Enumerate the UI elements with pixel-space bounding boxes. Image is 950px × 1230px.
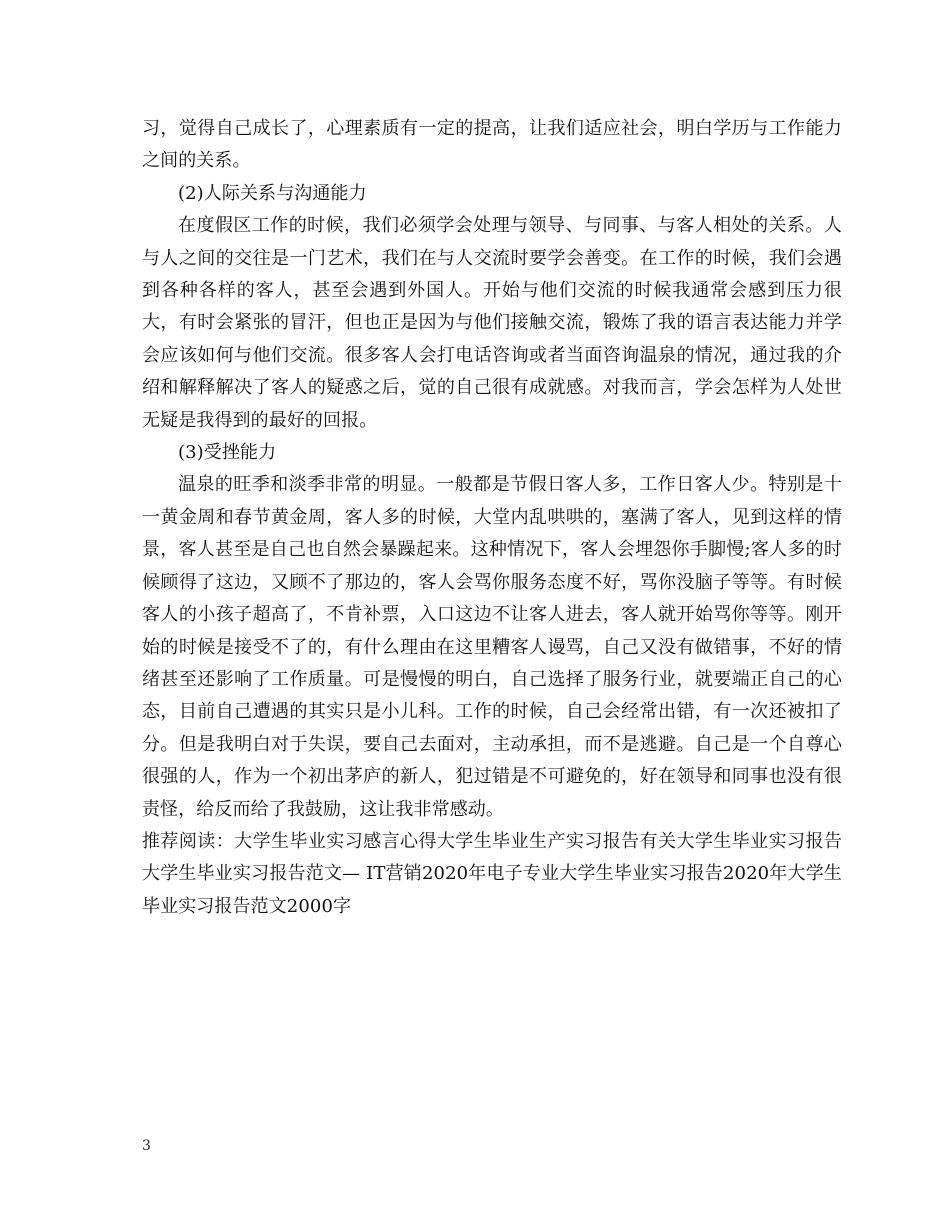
paragraph-frustration-tolerance: 温泉的旺季和淡季非常的明显。一般都是节假日客人多，工作日客人少。特别是十一黄金周和春节黄金周，客人多的时候，大堂内乱哄哄的，塞满了客人，见到这样的情景，客人甚至是自己也自然会暴躁起来。这种情况下，客人会埋怨你手脚慢;客人多的时候顾得了这边，又顾不了那边的，客人会骂你服务态度不好，骂你没脑子等等。有时候客人的小孩子超高了，不肯补票，入口这边不让客人进去，客人就开始骂你等等。刚开始的时候是接受不了的，有什么理由在这里糟客人谩骂，自己又没有做错事，不好的情绪甚至还影响了工作质量。可是慢慢的明白，自己选择了服务行业，就要端正自己的心态，目前自己遭遇的其实只是小儿科。工作的时候，自己会经常出错，有一次还被扣了分。但是我明白对于失误，要自己去面对，主动承担，而不是逃避。自己是一个自尊心很强的人，作为一个初出茅庐的新人，犯过错是不可避免的，好在领导和同事也没有很责怪，给反而给了我鼓励，这让我非常感动。 [142, 474, 842, 820]
document-body [142, 113, 842, 923]
paragraph-interpersonal-communication: 在度假区工作的时候，我们必须学会处理与领导、与同事、与客人相处的关系。人与人之间的交往是一门艺术，我们在与人交流时要学会善变。在工作的时候，我们会遇到各种各样的客人，甚至会遇到外国人。开始与他们交流的时候我通常会感到压力很大，有时会紧张的冒汗，但也正是因为与他们接触交流，锻炼了我的语言表达能力并学会应该如何与他们交流。很多客人会打电话咨询或者当面咨询温泉的情况，通过我的介绍和解释解决了客人的疑惑之后，觉的自己很有成就感。对我而言，学会怎样为人处世无疑是我得到的最好的回报。 [142, 215, 842, 431]
section-heading-interpersonal: (2)人际关系与沟通能力 [178, 182, 367, 204]
paragraph-continuation: 习，觉得自己成长了，心理素质有一定的提高，让我们适应社会，明白学历与工作能力之间的关系。 [142, 118, 842, 172]
recommended-reading: 推荐阅读：大学生毕业实习感言心得大学生毕业生产实习报告有关大学生毕业实习报告大学生毕业实习报告范文— IT营销2020年电子专业大学生毕业实习报告2020年大学生毕业实习报告范文2000字 [142, 830, 842, 917]
section-heading-frustration-tolerance: (3)受挫能力 [178, 442, 277, 464]
page-number: 3 [142, 1138, 151, 1154]
